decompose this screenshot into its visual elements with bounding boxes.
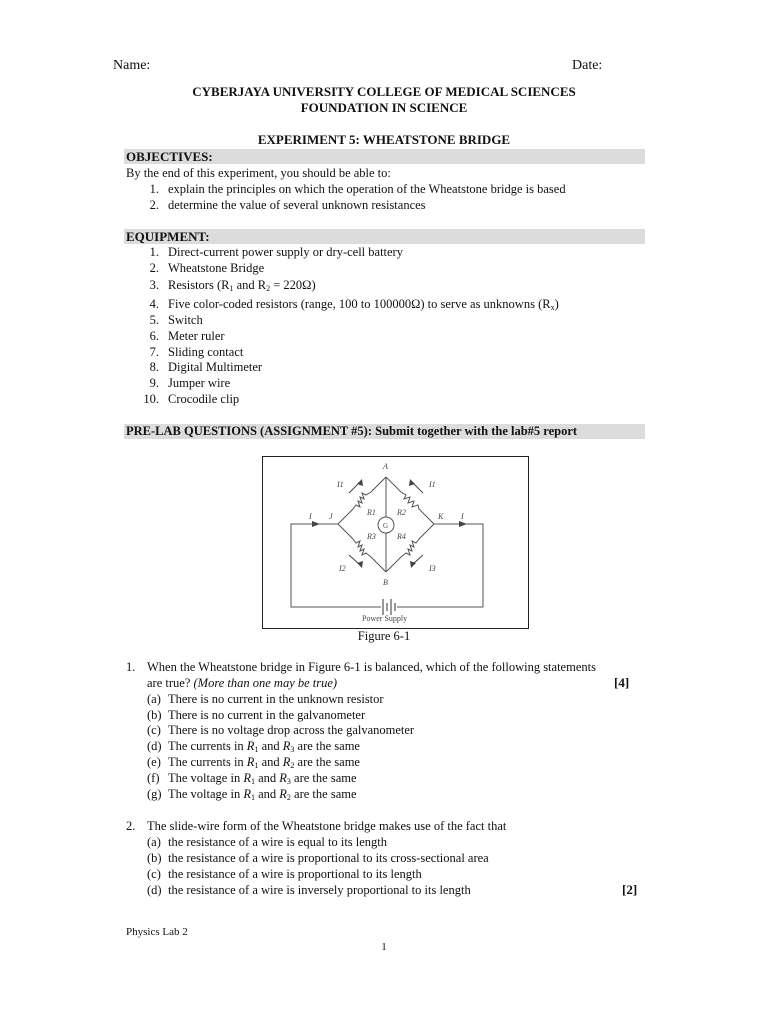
q1-option-text: There is no current in the galvanometer <box>168 708 366 722</box>
date-label: Date: <box>572 58 603 73</box>
q1-option-label: (c) <box>147 723 161 737</box>
label-I-right: I <box>461 512 464 521</box>
figure-caption: Figure 6-1 <box>357 629 411 643</box>
label-power-supply: Power Supply <box>362 614 408 623</box>
resistor-r4 <box>386 524 434 572</box>
arrow-I1-right <box>409 479 415 486</box>
objectives-heading: OBJECTIVES: <box>126 149 213 164</box>
question2-text: The slide-wire form of the Wheatstone bridge makes use of the fact that <box>147 819 507 833</box>
institution-title: CYBERJAYA UNIVERSITY COLLEGE OF MEDICAL SCIENCES <box>192 84 576 99</box>
equipment-number: 9. <box>149 376 159 390</box>
program-title: FOUNDATION IN SCIENCE <box>300 100 468 115</box>
q2-option-label: (c) <box>147 867 161 881</box>
objective-number: 1. <box>149 182 159 196</box>
equipment-number: 7. <box>149 345 159 359</box>
question1-marks: [4] <box>614 675 630 690</box>
q2-option-label: (a) <box>147 835 161 849</box>
question1-text-line1: When the Wheatstone bridge in Figure 6-1 is balanced, which of the following statements <box>147 660 596 674</box>
arrow-I1-left <box>357 479 363 486</box>
q1-option-text: The currents in $R_1$ and $R_3$ are the same <box>168 739 360 754</box>
equipment-number: 5. <box>149 313 159 327</box>
label-J: J <box>329 512 333 521</box>
question2-number: 2. <box>126 819 136 833</box>
equipment-item: Switch <box>168 313 203 327</box>
equipment-number: 6. <box>149 329 159 343</box>
arrow-I2 <box>357 561 363 568</box>
objective-item: explain the principles on which the operation of the Wheatstone bridge is based <box>168 182 566 196</box>
objective-item: determine the value of several unknown resistances <box>168 198 426 212</box>
q1-option-text: The currents in $R_1$ and $R_2$ are the same <box>168 755 360 770</box>
label-K: K <box>438 512 444 521</box>
q2-option-text: the resistance of a wire is proportional to its cross-sectional area <box>168 851 489 865</box>
equipment-item: Sliding contact <box>168 345 244 359</box>
q1-option-label: (e) <box>147 755 161 769</box>
equipment-number: 1. <box>149 245 159 259</box>
equipment-heading: EQUIPMENT: <box>126 229 210 244</box>
question2-marks: [2] <box>622 882 638 897</box>
objectives-intro: By the end of this experiment, you should be able to: <box>126 166 391 180</box>
label-R4: R4 <box>397 532 406 541</box>
name-label: Name: <box>113 58 151 73</box>
equipment-number: 3. <box>149 278 159 292</box>
equipment-number: 10. <box>143 392 159 406</box>
wheatstone-bridge-figure <box>262 456 529 629</box>
q2-option-text: the resistance of a wire is equal to its length <box>168 835 388 849</box>
label-I1-right: I1 <box>429 480 436 489</box>
q1-option-text: The voltage in $R_1$ and $R_3$ are the same <box>168 771 357 786</box>
equipment-item: Jumper wire <box>168 376 231 390</box>
label-G: G <box>383 522 389 530</box>
equipment-number: 4. <box>149 297 159 311</box>
arrow-I-right <box>459 521 467 527</box>
equipment-item-unknowns: Five color-coded resistors (range, 100 to 100000Ω) to serve as unknowns $(R_x)$ <box>168 297 559 312</box>
right-wire <box>397 524 483 607</box>
q1-option-label: (a) <box>147 692 161 706</box>
q2-option-text: the resistance of a wire is proportional to its length <box>168 867 422 881</box>
footer-course: Physics Lab 2 <box>126 926 188 938</box>
question1-text-line2: are true? (More than one may be true) <box>147 676 338 690</box>
label-I3: I3 <box>429 564 436 573</box>
experiment-title: EXPERIMENT 5: WHEATSTONE BRIDGE <box>257 132 511 147</box>
label-I2: I2 <box>339 564 346 573</box>
label-A: A <box>383 462 388 471</box>
q1-option-text: There is no voltage drop across the galvanometer <box>168 723 415 737</box>
q2-option-text: the resistance of a wire is inversely proportional to its length <box>168 883 471 897</box>
equipment-item: Meter ruler <box>168 329 225 343</box>
label-I1-left: I1 <box>337 480 344 489</box>
q1-option-label: (d) <box>147 739 162 753</box>
arrow-I-left <box>312 521 320 527</box>
q1-option-text: The voltage in $R_1$ and $R_2$ are the same <box>168 787 357 802</box>
label-R1: R1 <box>367 508 376 517</box>
equipment-item: Wheatstone Bridge <box>168 261 265 275</box>
equipment-number: 8. <box>149 360 159 374</box>
label-R2: R2 <box>397 508 406 517</box>
equipment-item: Digital Multimeter <box>168 360 263 374</box>
label-B: B <box>383 578 388 587</box>
page-number: 1 <box>381 941 387 953</box>
equipment-item-resistors: Resistors ($R_1$ and $R_2 = 220\Omega$) <box>168 278 316 293</box>
q1-option-label: (f) <box>147 771 160 785</box>
objective-number: 2. <box>149 198 159 212</box>
q2-option-label: (d) <box>147 883 162 897</box>
equipment-item: Direct-current power supply or dry-cell battery <box>168 245 403 259</box>
equipment-item: Crocodile clip <box>168 392 240 406</box>
prelab-heading: PRE-LAB QUESTIONS (ASSIGNMENT #5): Submit together with the lab#5 report <box>126 424 578 438</box>
label-R3: R3 <box>367 532 376 541</box>
q2-option-label: (b) <box>147 851 162 865</box>
wheatstone-bridge-diagram <box>263 457 528 628</box>
question1-note: (More than one may be true) <box>193 676 338 690</box>
question1-number: 1. <box>126 660 136 674</box>
q1-option-text: There is no current in the unknown resistor <box>168 692 384 706</box>
q1-option-label: (g) <box>147 787 162 801</box>
q1-option-label: (b) <box>147 708 162 722</box>
label-I-left: I <box>309 512 312 521</box>
equipment-number: 2. <box>149 261 159 275</box>
